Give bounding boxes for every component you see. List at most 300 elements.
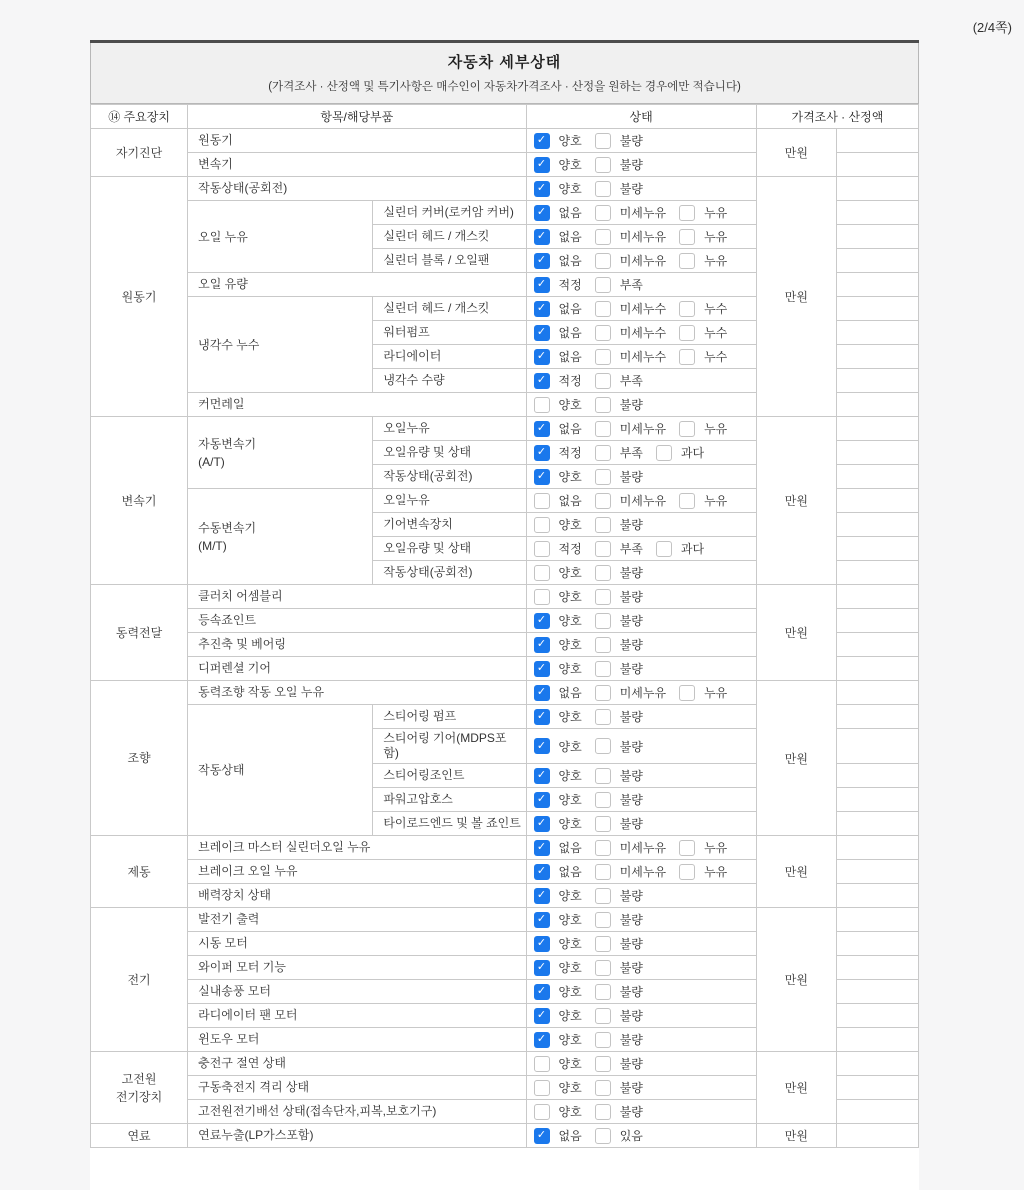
checkbox-unchecked[interactable] (595, 864, 611, 880)
table-row (91, 908, 919, 932)
price-value-cell[interactable] (836, 609, 918, 633)
price-value-cell[interactable] (836, 1028, 918, 1052)
price-value-cell[interactable] (836, 225, 918, 249)
price-value-cell[interactable] (836, 393, 918, 417)
option-label: 불량 (619, 638, 643, 652)
status-option (595, 1031, 643, 1048)
option-label: 미세누유 (619, 841, 667, 855)
checkbox-checked[interactable]: ✓ (534, 984, 550, 1000)
checkbox-checked[interactable]: ✓ (534, 181, 550, 197)
checkbox-unchecked[interactable] (534, 1080, 550, 1096)
option-label: 양호 (558, 710, 582, 724)
option-label: 양호 (558, 985, 582, 999)
status-option (534, 983, 582, 1000)
status-options (526, 369, 756, 393)
checkbox-unchecked[interactable] (679, 685, 695, 701)
status-option (534, 300, 582, 317)
price-unit-label: 만원 (756, 177, 836, 417)
option-label: 양호 (558, 817, 582, 831)
checkbox-unchecked[interactable] (595, 1056, 611, 1072)
checkbox-unchecked[interactable] (534, 493, 550, 509)
option-label: 부족 (619, 278, 643, 292)
price-value-cell[interactable] (836, 345, 918, 369)
checkbox-unchecked[interactable] (595, 421, 611, 437)
checkbox-unchecked[interactable] (595, 325, 611, 341)
checkbox-unchecked[interactable] (595, 277, 611, 293)
price-value-cell[interactable] (836, 1052, 918, 1076)
status-option (595, 420, 666, 437)
price-unit-label: 만원 (756, 1052, 836, 1124)
status-option (679, 300, 727, 317)
checkbox-unchecked[interactable] (656, 541, 672, 557)
checkbox-checked[interactable]: ✓ (534, 469, 550, 485)
checkbox-checked[interactable]: ✓ (534, 912, 550, 928)
status-options (526, 956, 756, 980)
price-value-cell[interactable] (836, 513, 918, 537)
form-subtitle: (가격조사 · 산정액 및 특기사항은 매수인이 자동차가격조사 · 산정을 원하는 경우에만 적습니다) (268, 81, 741, 93)
col-header-status: 상태 (526, 105, 756, 129)
checkbox-unchecked[interactable] (679, 840, 695, 856)
table-row (91, 417, 919, 441)
status-options (526, 932, 756, 956)
status-option (656, 444, 704, 461)
item-label: 스티어링 기어(MDPS포함) (373, 729, 526, 764)
checkbox-unchecked[interactable] (679, 349, 695, 365)
option-label: 불량 (619, 590, 643, 604)
option-label: 불량 (619, 158, 643, 172)
item-label: 워터펌프 (373, 321, 526, 345)
status-options (526, 345, 756, 369)
price-value-cell[interactable] (836, 153, 918, 177)
status-option (534, 815, 582, 832)
checkbox-unchecked[interactable] (595, 960, 611, 976)
checkbox-checked[interactable]: ✓ (534, 960, 550, 976)
option-label: 불량 (619, 518, 643, 532)
status-option (534, 156, 582, 173)
checkbox-unchecked[interactable] (679, 421, 695, 437)
option-label: 불량 (619, 1105, 643, 1119)
option-label: 불량 (619, 710, 643, 724)
checkbox-checked[interactable]: ✓ (534, 768, 550, 784)
checkbox-unchecked[interactable] (679, 864, 695, 880)
status-options (526, 884, 756, 908)
option-label: 불량 (619, 913, 643, 927)
option-label: 양호 (558, 961, 582, 975)
status-option (595, 911, 643, 928)
item-label: 작동상태(공회전) (373, 561, 526, 585)
status-option (679, 420, 727, 437)
checkbox-checked[interactable]: ✓ (534, 613, 550, 629)
status-option (595, 935, 643, 952)
checkbox-unchecked[interactable] (595, 493, 611, 509)
status-option (595, 300, 666, 317)
checkbox-unchecked[interactable] (595, 253, 611, 269)
status-options (526, 537, 756, 561)
checkbox-unchecked[interactable] (595, 1032, 611, 1048)
item-label: 동력조향 작동 오일 누유 (188, 681, 526, 705)
status-option (534, 252, 582, 269)
option-label: 양호 (558, 1105, 582, 1119)
status-options (526, 681, 756, 705)
option-label: 미세누유 (619, 254, 667, 268)
checkbox-unchecked[interactable] (595, 936, 611, 952)
checkbox-unchecked[interactable] (595, 397, 611, 413)
checkbox-checked[interactable]: ✓ (534, 229, 550, 245)
status-options (526, 1124, 756, 1148)
checkbox-unchecked[interactable] (595, 792, 611, 808)
checkbox-checked[interactable]: ✓ (534, 792, 550, 808)
checkbox-checked[interactable]: ✓ (534, 1128, 550, 1144)
status-option (534, 492, 582, 509)
checkbox-checked[interactable]: ✓ (534, 936, 550, 952)
option-label: 부족 (619, 374, 643, 388)
status-option (534, 204, 582, 221)
option-label: 없음 (558, 350, 582, 364)
checkbox-checked[interactable]: ✓ (534, 888, 550, 904)
status-option (534, 468, 582, 485)
item-label: 냉각수 수량 (373, 369, 526, 393)
status-options (526, 633, 756, 657)
price-value-cell[interactable] (836, 321, 918, 345)
group-label: 자동변속기 (A/T) (188, 417, 373, 489)
status-option (534, 588, 582, 605)
checkbox-checked[interactable]: ✓ (534, 325, 550, 341)
status-options (526, 1004, 756, 1028)
price-value-cell[interactable] (836, 633, 918, 657)
price-value-cell[interactable] (836, 585, 918, 609)
checkbox-checked[interactable]: ✓ (534, 864, 550, 880)
status-option (595, 252, 666, 269)
status-option (595, 636, 643, 653)
checkbox-unchecked[interactable] (595, 912, 611, 928)
status-option (595, 887, 643, 904)
checkbox-unchecked[interactable] (595, 840, 611, 856)
checkbox-checked[interactable]: ✓ (534, 253, 550, 269)
checkbox-checked[interactable]: ✓ (534, 373, 550, 389)
item-label: 원동기 (188, 129, 526, 153)
price-value-cell[interactable] (836, 537, 918, 561)
item-label: 클러치 어셈블리 (188, 585, 526, 609)
checkbox-unchecked[interactable] (534, 541, 550, 557)
table-row (91, 1124, 919, 1148)
status-option (595, 228, 666, 245)
checkbox-unchecked[interactable] (595, 373, 611, 389)
status-option (595, 204, 666, 221)
checkbox-unchecked[interactable] (679, 301, 695, 317)
option-label: 불량 (619, 1057, 643, 1071)
price-value-cell[interactable] (836, 417, 918, 441)
status-option (534, 791, 582, 808)
status-option (595, 444, 643, 461)
price-value-cell[interactable] (836, 729, 918, 764)
option-label: 누유 (704, 230, 728, 244)
option-label: 과다 (680, 542, 705, 556)
option-label: 누유 (704, 686, 728, 700)
col-header-device: ⑭ 주요장치 (91, 105, 188, 129)
option-label: 양호 (558, 470, 582, 484)
status-options (526, 1076, 756, 1100)
status-options (526, 321, 756, 345)
item-label: 타이로드엔드 및 볼 죠인트 (373, 812, 526, 836)
checkbox-unchecked[interactable] (679, 229, 695, 245)
status-option (679, 348, 727, 365)
option-label: 양호 (558, 1009, 582, 1023)
item-label: 등속죠인트 (188, 609, 526, 633)
checkbox-unchecked[interactable] (534, 517, 550, 533)
price-value-cell[interactable] (836, 273, 918, 297)
item-label: 기어변속장치 (373, 513, 526, 537)
checkbox-unchecked[interactable] (595, 469, 611, 485)
checkbox-unchecked[interactable] (595, 613, 611, 629)
price-value-cell[interactable] (836, 764, 918, 788)
status-options (526, 788, 756, 812)
checkbox-checked[interactable]: ✓ (534, 661, 550, 677)
checkbox-unchecked[interactable] (534, 1056, 550, 1072)
option-label: 불량 (619, 739, 643, 754)
checkbox-unchecked[interactable] (595, 1080, 611, 1096)
option-label: 양호 (558, 590, 582, 604)
checkbox-checked[interactable]: ✓ (534, 816, 550, 832)
option-label: 양호 (558, 398, 582, 412)
price-value-cell[interactable] (836, 489, 918, 513)
option-label: 부족 (619, 446, 643, 460)
option-label: 적정 (558, 446, 582, 460)
checkbox-unchecked[interactable] (595, 205, 611, 221)
status-option (679, 684, 727, 701)
option-label: 양호 (558, 134, 582, 148)
item-label: 오일누유 (373, 489, 526, 513)
checkbox-unchecked[interactable] (534, 1104, 550, 1120)
table-header-row (91, 105, 919, 129)
option-label: 불량 (619, 961, 643, 975)
checkbox-unchecked[interactable] (595, 1128, 611, 1144)
checkbox-checked[interactable]: ✓ (534, 685, 550, 701)
price-value-cell[interactable] (836, 561, 918, 585)
status-option (534, 396, 582, 413)
checkbox-unchecked[interactable] (595, 229, 611, 245)
checkbox-unchecked[interactable] (595, 816, 611, 832)
price-value-cell[interactable] (836, 369, 918, 393)
status-options (526, 705, 756, 729)
status-option (595, 815, 643, 832)
checkbox-unchecked[interactable] (595, 1104, 611, 1120)
checkbox-unchecked[interactable] (595, 565, 611, 581)
item-label: 커먼레일 (188, 393, 526, 417)
col-header-item: 항목/해당부품 (188, 105, 526, 129)
checkbox-checked[interactable]: ✓ (534, 277, 550, 293)
price-value-cell[interactable] (836, 657, 918, 681)
price-value-cell[interactable] (836, 249, 918, 273)
status-option (595, 684, 666, 701)
price-unit-label: 만원 (756, 681, 836, 836)
item-label: 연료누출(LP가스포함) (188, 1124, 526, 1148)
status-option (534, 564, 582, 581)
checkbox-unchecked[interactable] (595, 445, 611, 461)
status-option (534, 684, 582, 701)
option-label: 누유 (704, 865, 728, 879)
checkbox-unchecked[interactable] (595, 517, 611, 533)
status-option (595, 1007, 643, 1024)
checkbox-unchecked[interactable] (595, 661, 611, 677)
table-row (91, 836, 919, 860)
option-label: 누유 (704, 206, 728, 220)
option-label: 있음 (619, 1129, 643, 1143)
item-label: 브레이크 마스터 실린더오일 누유 (188, 836, 526, 860)
price-value-cell[interactable] (836, 836, 918, 860)
checkbox-checked[interactable]: ✓ (534, 421, 550, 437)
status-option (534, 516, 582, 533)
option-label: 미세누수 (619, 302, 667, 316)
option-label: 미세누유 (619, 206, 667, 220)
status-option (534, 540, 582, 557)
option-label: 양호 (558, 518, 582, 532)
status-option (595, 1079, 643, 1096)
item-label: 실린더 헤드 / 개스킷 (373, 297, 526, 321)
group-label: 수동변속기 (M/T) (188, 489, 373, 585)
checkbox-checked[interactable]: ✓ (534, 301, 550, 317)
checkbox-unchecked[interactable] (679, 253, 695, 269)
checkbox-unchecked[interactable] (595, 349, 611, 365)
checkbox-unchecked[interactable] (595, 181, 611, 197)
price-value-cell[interactable] (836, 884, 918, 908)
checkbox-unchecked[interactable] (679, 205, 695, 221)
item-label: 윈도우 모터 (188, 1028, 526, 1052)
checkbox-unchecked[interactable] (534, 589, 550, 605)
status-option (534, 660, 582, 677)
status-option (534, 863, 582, 880)
checkbox-checked[interactable]: ✓ (534, 205, 550, 221)
status-option (679, 324, 727, 341)
checkbox-checked[interactable]: ✓ (534, 445, 550, 461)
checkbox-checked[interactable]: ✓ (534, 133, 550, 149)
status-option (595, 839, 666, 856)
price-value-cell[interactable] (836, 908, 918, 932)
status-options (526, 465, 756, 489)
status-option (679, 204, 727, 221)
checkbox-checked[interactable]: ✓ (534, 157, 550, 173)
checkbox-unchecked[interactable] (679, 493, 695, 509)
price-value-cell[interactable] (836, 956, 918, 980)
checkbox-unchecked[interactable] (595, 738, 611, 754)
status-option (679, 492, 727, 509)
price-value-cell[interactable] (836, 788, 918, 812)
option-label: 없음 (558, 326, 582, 340)
price-value-cell[interactable] (836, 812, 918, 836)
option-label: 불량 (619, 1081, 643, 1095)
form-title: 자동차 세부상태 (447, 54, 562, 71)
option-label: 불량 (619, 470, 643, 484)
option-label: 누유 (704, 494, 728, 508)
checkbox-unchecked[interactable] (595, 157, 611, 173)
checkbox-unchecked[interactable] (595, 685, 611, 701)
item-label: 디퍼렌셜 기어 (188, 657, 526, 681)
status-option (534, 348, 582, 365)
checkbox-unchecked[interactable] (595, 589, 611, 605)
checkbox-unchecked[interactable] (595, 1008, 611, 1024)
item-label: 실내송풍 모터 (188, 980, 526, 1004)
checkbox-checked[interactable]: ✓ (534, 1008, 550, 1024)
price-value-cell[interactable] (836, 681, 918, 705)
option-label: 불량 (619, 398, 643, 412)
checkbox-unchecked[interactable] (595, 301, 611, 317)
status-options (526, 836, 756, 860)
price-value-cell[interactable] (836, 1124, 918, 1148)
checkbox-unchecked[interactable] (595, 637, 611, 653)
status-options (526, 273, 756, 297)
price-value-cell[interactable] (836, 932, 918, 956)
checkbox-unchecked[interactable] (595, 984, 611, 1000)
status-options (526, 153, 756, 177)
checkbox-unchecked[interactable] (595, 709, 611, 725)
price-value-cell[interactable] (836, 705, 918, 729)
status-option (595, 492, 666, 509)
option-label: 없음 (558, 206, 582, 220)
checkbox-unchecked[interactable] (595, 541, 611, 557)
status-options (526, 609, 756, 633)
price-unit-label: 만원 (756, 836, 836, 908)
status-options (526, 1028, 756, 1052)
status-option (595, 564, 643, 581)
price-value-cell[interactable] (836, 1100, 918, 1124)
checkbox-checked[interactable]: ✓ (534, 1032, 550, 1048)
option-label: 양호 (558, 937, 582, 951)
item-label: 실린더 블록 / 오일팬 (373, 249, 526, 273)
price-value-cell[interactable] (836, 980, 918, 1004)
checkbox-checked[interactable]: ✓ (534, 637, 550, 653)
price-value-cell[interactable] (836, 860, 918, 884)
price-unit-label: 만원 (756, 908, 836, 1052)
status-option (595, 1127, 643, 1144)
option-label: 불량 (619, 817, 643, 831)
checkbox-unchecked[interactable] (595, 768, 611, 784)
checkbox-unchecked[interactable] (656, 445, 672, 461)
option-label: 양호 (558, 662, 582, 676)
status-option (534, 959, 582, 976)
price-value-cell[interactable] (836, 1004, 918, 1028)
price-value-cell[interactable] (836, 465, 918, 489)
checkbox-checked[interactable]: ✓ (534, 709, 550, 725)
option-label: 미세누수 (619, 326, 667, 340)
item-label: 고전원전기배선 상태(접속단자,피복,보호기구) (188, 1100, 526, 1124)
section-name: 원동기 (91, 177, 188, 417)
checkbox-checked[interactable]: ✓ (534, 840, 550, 856)
checkbox-unchecked[interactable] (595, 133, 611, 149)
status-option (534, 228, 582, 245)
status-option (595, 324, 666, 341)
item-label: 오일유량 및 상태 (373, 537, 526, 561)
checkbox-unchecked[interactable] (534, 397, 550, 413)
checkbox-unchecked[interactable] (679, 325, 695, 341)
price-value-cell[interactable] (836, 1076, 918, 1100)
option-label: 불량 (619, 1033, 643, 1047)
price-value-cell[interactable] (836, 201, 918, 225)
price-value-cell[interactable] (836, 177, 918, 201)
item-label: 오일누유 (373, 417, 526, 441)
checkbox-unchecked[interactable] (595, 888, 611, 904)
group-label: 오일 누유 (188, 201, 373, 273)
price-value-cell[interactable] (836, 297, 918, 321)
table-row (91, 681, 919, 705)
checkbox-checked[interactable]: ✓ (534, 738, 550, 754)
checkbox-unchecked[interactable] (534, 565, 550, 581)
option-label: 없음 (558, 841, 582, 855)
item-label: 파워고압호스 (373, 788, 526, 812)
item-label: 와이퍼 모터 기능 (188, 956, 526, 980)
price-value-cell[interactable] (836, 441, 918, 465)
option-label: 미세누유 (619, 230, 667, 244)
checkbox-checked[interactable]: ✓ (534, 349, 550, 365)
price-value-cell[interactable] (836, 129, 918, 153)
